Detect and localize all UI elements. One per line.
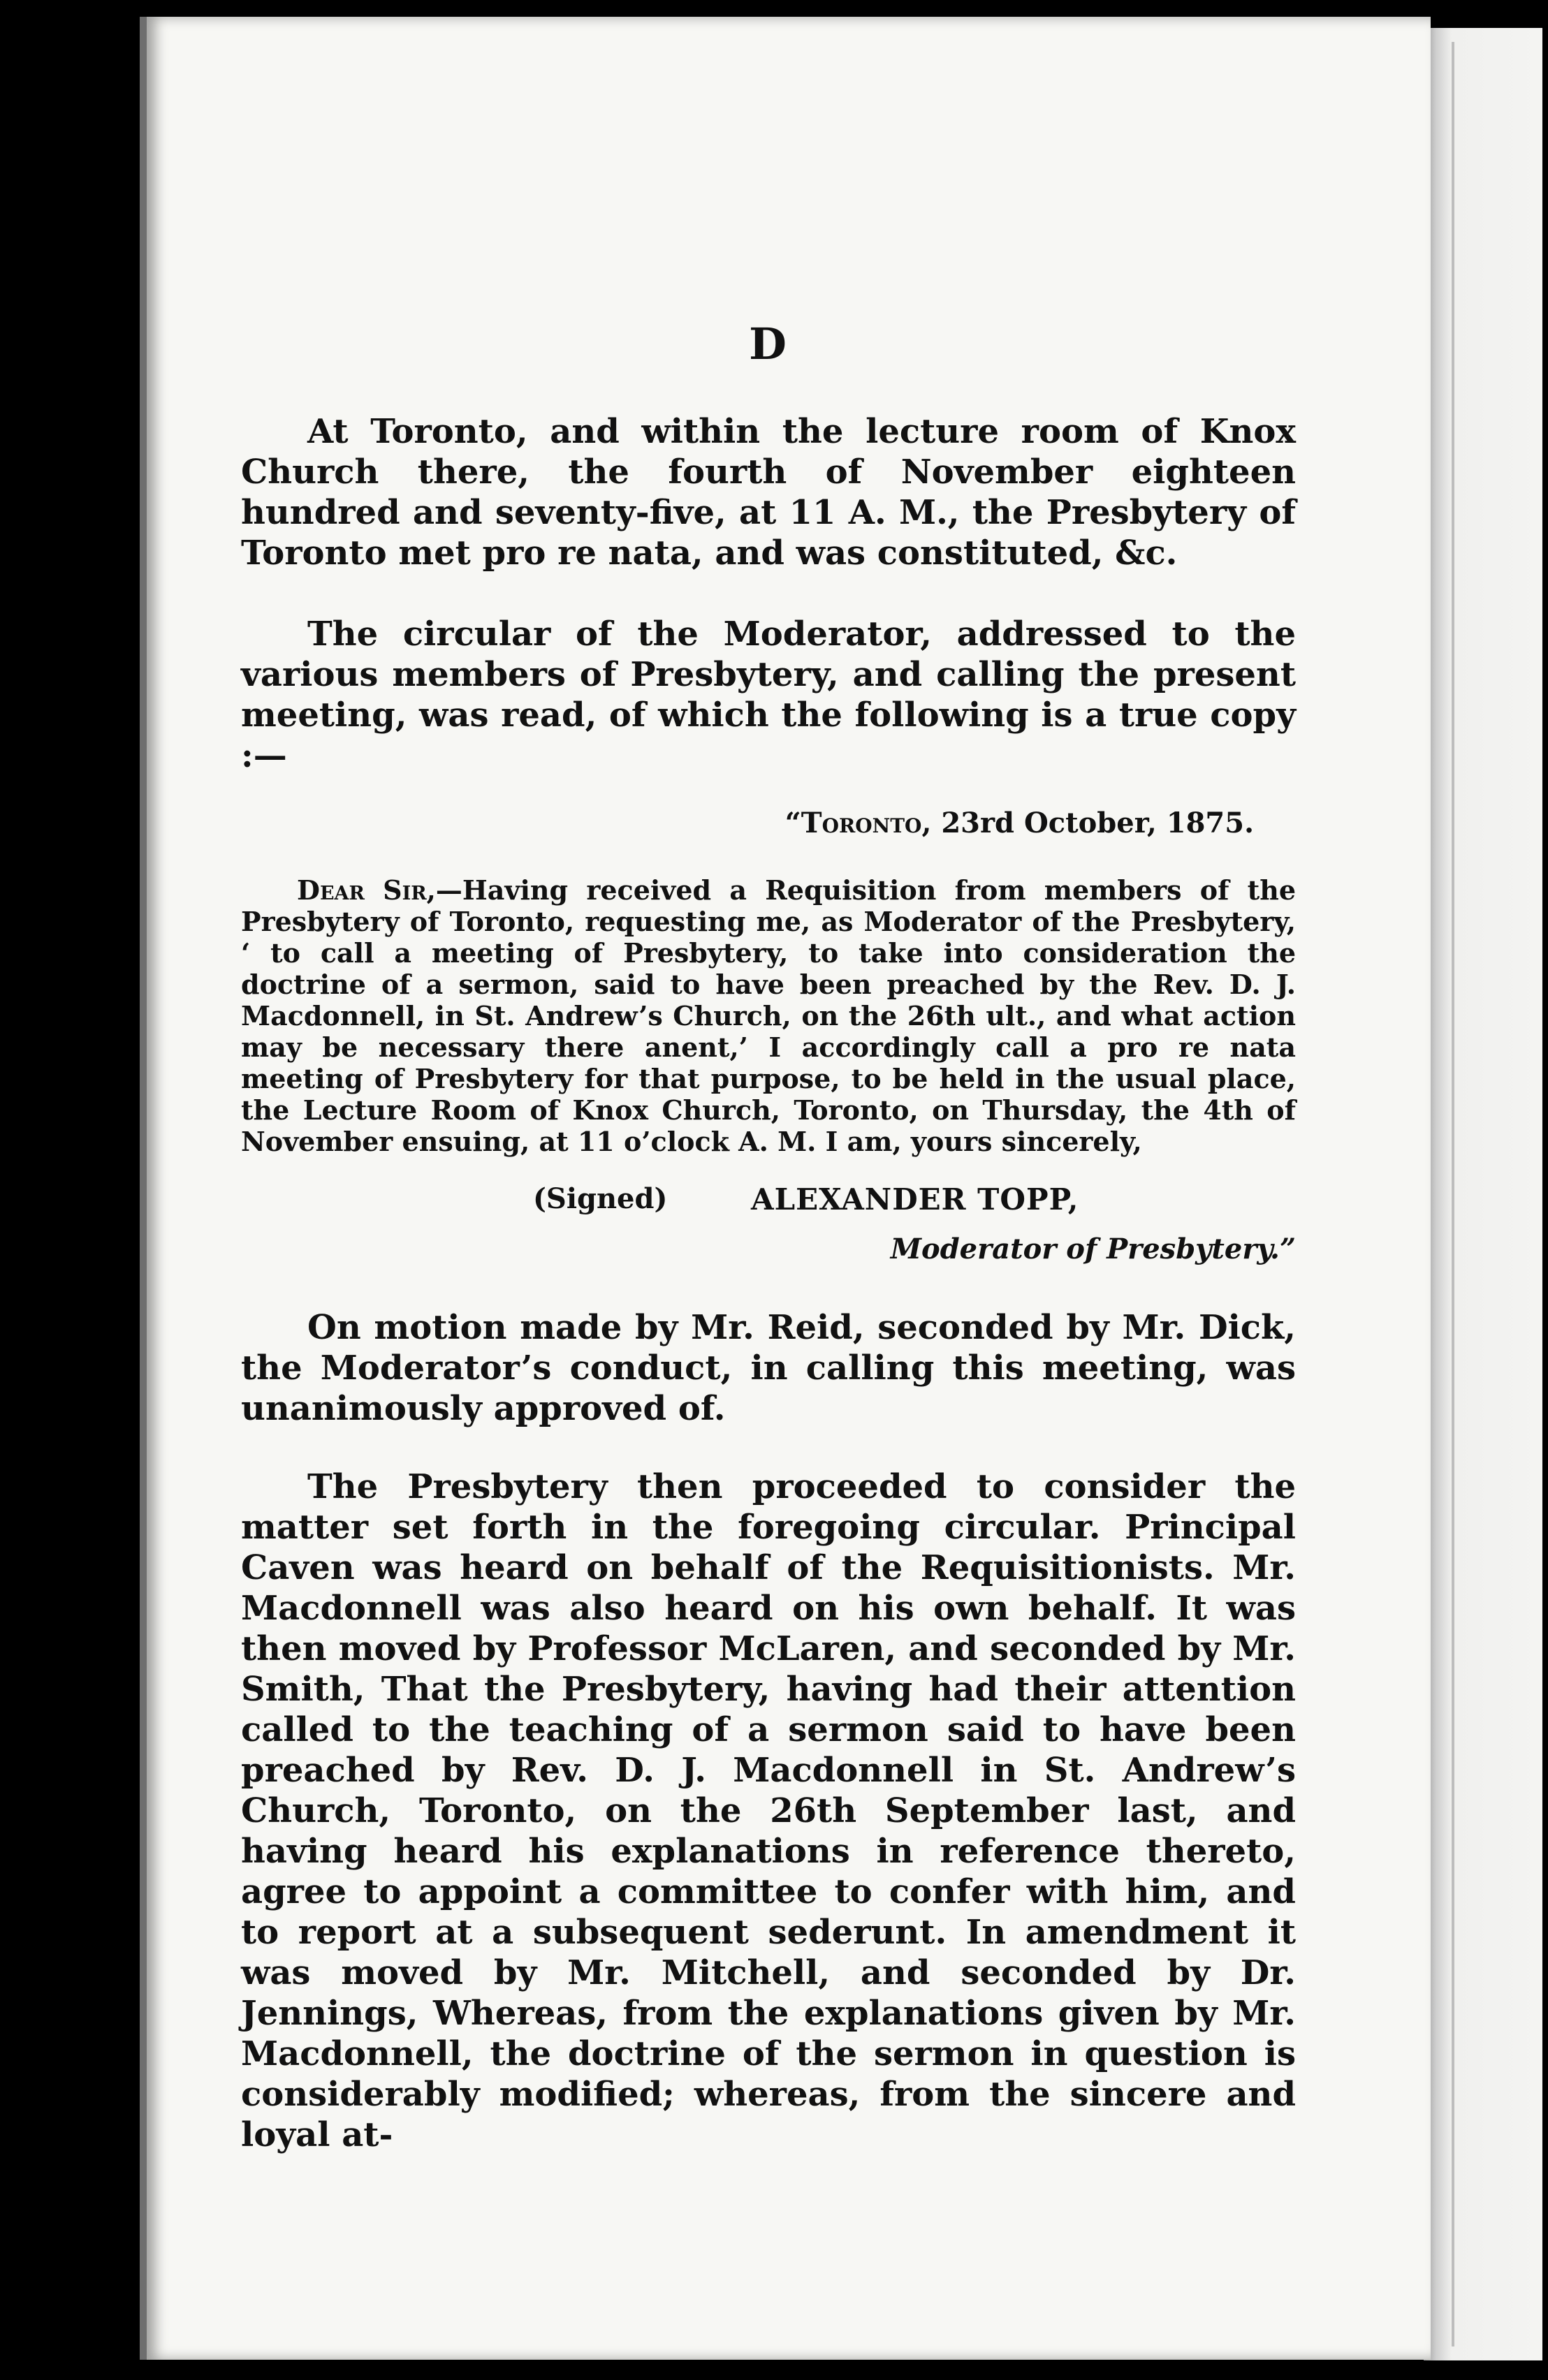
letter-text: —Having received a Requisition from members of the Presbytery of Toronto, requesting me, as Moderator of the Presbytery, ‘ to call a meeting of Presbytery, to take into consideration the doctrine of a sermon, said to have been preached by the Rev. D. J. Macdonnell, in St. Andrew’s Church, on the 26th ult., and what action may be necessary there anent,’ I accordingly call a pro re nata meeting of Presbytery for that purpose, to be held in the usual place, the Lecture Room of Knox Church, Toronto, on Thursday, the 4th of November ensuing, at 11 o’clock A. M. I am, yours sincerely, bbox=[241, 874, 1296, 1157]
signer-title: Moderator of Presbytery.” bbox=[890, 1233, 1296, 1265]
paragraph-meeting-opening: At Toronto, and within the lecture room of Knox Church there, the fourth of November eighteen hundred and seventy-five, at 11 A. M., the Presbytery of Toronto met pro re nata, and was constituted, &c. bbox=[241, 412, 1296, 573]
signed-label: (Signed) bbox=[533, 1182, 668, 1215]
letter-body bbox=[241, 874, 1296, 1157]
page-edge-line bbox=[1452, 42, 1454, 2346]
paragraph-circular-intro: The circular of the Moderator, addressed to the various members of Presbytery, and calling the present meeting, was read, of which the following is a true copy :— bbox=[241, 615, 1296, 775]
dateline-date: 23rd October, 1875. bbox=[941, 807, 1254, 839]
signature-row bbox=[241, 1182, 1296, 1217]
letter-salutation: Dear Sir, bbox=[297, 874, 436, 906]
paragraph-motion-approval: On motion made by Mr. Reid, seconded by Mr. Dick, the Moderator’s conduct, in calling this meeting, was unanimously approved of. bbox=[241, 1308, 1296, 1428]
paragraph-proceedings: The Presbytery then proceeded to consider the matter set forth in the foregoing circular. Principal Caven was heard on behalf of the Requisitionists. Mr. Macdonnell was also heard on his own behalf. It was then moved by Professor McLaren, and seconded by Mr. Smith, That the Presbytery, having had their attention called to the teaching of a sermon said to have been preached by Rev. D. J. Macdonnell in St. Andrew’s Church, Toronto, on the 26th September last, and having heard his explanations in reference thereto, agree to appoint a committee to confer with him, and to report at a subsequent sederunt. In amendment it was moved by Mr. Mitchell, and seconded by Dr. Jennings, Whereas, from the explanations given by Mr. Macdonnell, the doctrine of the sermon in question is considerably modified; whereas, from the sincere and loyal at- bbox=[241, 1467, 1296, 2154]
page-content bbox=[241, 279, 1296, 2155]
page-edge bbox=[1424, 28, 1542, 2360]
letter-dateline bbox=[241, 807, 1254, 839]
dateline-place: “Toronto, bbox=[784, 807, 932, 839]
signer-name: ALEXANDER TOPP, bbox=[751, 1182, 1079, 1217]
section-letter: D bbox=[749, 318, 788, 369]
